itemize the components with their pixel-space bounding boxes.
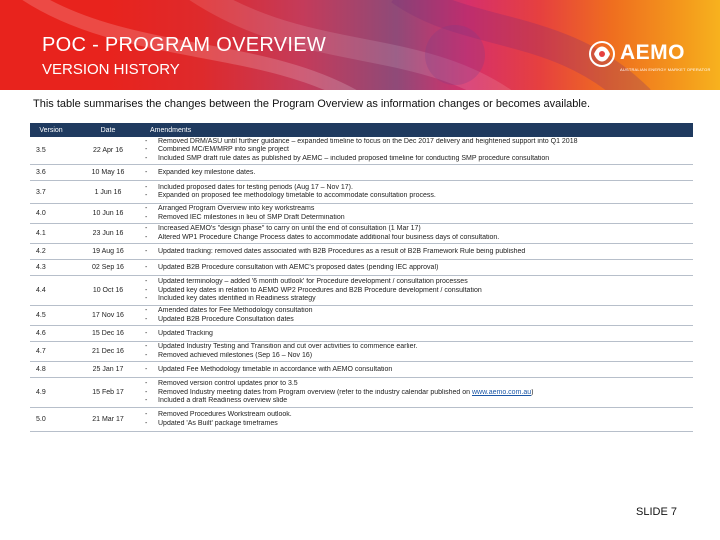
amendment-text: Included SMP draft rule dates as published by AEMC – included proposed timeline for conducting SMP procedure consultation xyxy=(158,154,550,162)
amendment-text: Amended dates for Fee Methodology consultation xyxy=(158,307,313,315)
amendment-text: Updated key dates in relation to AEMO WP2 Procedures and B2B Procedure development / consultation xyxy=(158,286,482,294)
amendments-cell xyxy=(144,181,693,204)
amendments-cell xyxy=(144,244,693,260)
amendments-cell xyxy=(144,362,693,378)
column-header-amendments: Amendments xyxy=(144,123,693,137)
table-row xyxy=(30,306,693,326)
table-row xyxy=(30,276,693,306)
column-header-date: Date xyxy=(72,123,144,137)
amendment-list xyxy=(144,330,689,338)
amendment-text: Included key dates identified in Readiness strategy xyxy=(158,294,316,302)
amendment-text: Updated Tracking xyxy=(158,329,213,337)
version-cell: 3.6 xyxy=(30,165,72,181)
table-row xyxy=(30,342,693,362)
amendments-cell xyxy=(144,204,693,224)
amendment-list xyxy=(144,264,689,272)
amendment-text: Altered WP1 Procedure Change Process dates to accommodate additional four business days of consultation. xyxy=(158,233,500,241)
version-cell: 4.5 xyxy=(30,306,72,326)
amendments-cell xyxy=(144,165,693,181)
date-cell: 17 Nov 16 xyxy=(72,306,144,326)
intro-text: This table summarises the changes between the Program Overview as information changes or becomes available. xyxy=(33,98,590,110)
amendment-item xyxy=(144,397,689,405)
date-cell: 25 Jan 17 xyxy=(72,362,144,378)
version-cell: 4.0 xyxy=(30,204,72,224)
amendment-item xyxy=(144,330,689,338)
amendment-list xyxy=(144,184,689,201)
amendment-list xyxy=(144,248,689,256)
slide-number: SLIDE 7 xyxy=(636,506,677,518)
amendment-text: Updated B2B Procedure Consultation dates xyxy=(158,315,294,323)
version-cell: 5.0 xyxy=(30,408,72,432)
date-cell: 02 Sep 16 xyxy=(72,260,144,276)
link-suffix: ) xyxy=(531,388,534,396)
amendment-item xyxy=(144,366,689,374)
version-cell: 3.7 xyxy=(30,181,72,204)
amendment-text: Removed DRM/ASU until further guidance – expanded timeline to focus on the Dec 2017 delivery and heightened support into Q1 2018 xyxy=(158,138,578,145)
amendment-text: Updated Industry Testing and Transition and cut over activities to commence earlier. xyxy=(158,343,418,351)
amendment-text: Removed IEC milestones in lieu of SMP Draft Determination xyxy=(158,213,345,221)
date-cell: 10 May 16 xyxy=(72,165,144,181)
amendment-text: Updated B2B Procedure consultation with AEMC's proposed dates (pending IEC approval) xyxy=(158,263,439,271)
amendment-text: Included a draft Readiness overview slide xyxy=(158,396,288,404)
aemo-logo xyxy=(588,38,711,76)
amendment-text: Included proposed dates for testing periods (Aug 17 – Nov 17). xyxy=(158,183,353,191)
amendment-item xyxy=(144,234,689,242)
amendment-list xyxy=(144,411,689,428)
amendment-item xyxy=(144,248,689,256)
table-row xyxy=(30,326,693,342)
amendment-item xyxy=(144,205,689,213)
amendment-item xyxy=(144,225,689,233)
table-row xyxy=(30,362,693,378)
amendment-text: Removed achieved milestones (Sep 16 – Nov 16) xyxy=(158,351,313,359)
table-row xyxy=(30,181,693,204)
amendment-item xyxy=(144,295,689,303)
page-title: POC - PROGRAM OVERVIEW xyxy=(42,34,327,56)
date-cell: 21 Dec 16 xyxy=(72,342,144,362)
amendment-item xyxy=(144,307,689,315)
amendment-list xyxy=(144,138,689,163)
table-row xyxy=(30,137,693,165)
table-header-row xyxy=(30,123,693,137)
amendment-list xyxy=(144,380,689,405)
date-cell: 23 Jun 16 xyxy=(72,224,144,244)
amendment-text: Increased AEMO's "design phase" to carry on until the end of consultation (1 Mar 17) xyxy=(158,225,421,233)
table-body xyxy=(30,137,693,432)
amendment-list xyxy=(144,225,689,242)
amendment-item xyxy=(144,155,689,163)
amendments-cell xyxy=(144,378,693,408)
amendment-item xyxy=(144,352,689,360)
table-row xyxy=(30,244,693,260)
amendment-text: Arranged Program Overview into key workstreams xyxy=(158,205,315,213)
version-cell: 4.3 xyxy=(30,260,72,276)
amendment-item xyxy=(144,316,689,324)
amendment-text: Combined MC/EM/MRP into single project xyxy=(158,146,289,154)
version-cell: 4.2 xyxy=(30,244,72,260)
amendment-item xyxy=(144,420,689,428)
version-cell: 4.9 xyxy=(30,378,72,408)
amendment-text: Updated tracking: removed dates associated with B2B Procedures as a result of B2B Framework Rule being published xyxy=(158,247,526,255)
amendment-list xyxy=(144,307,689,324)
version-cell: 4.7 xyxy=(30,342,72,362)
amendment-list xyxy=(144,278,689,303)
amendment-item xyxy=(144,169,689,177)
logo-mark-icon xyxy=(588,40,616,68)
amendment-item xyxy=(144,287,689,295)
amendments-cell xyxy=(144,260,693,276)
amendment-item xyxy=(144,264,689,272)
amendments-cell xyxy=(144,137,693,165)
amendment-item xyxy=(144,214,689,222)
version-cell: 4.6 xyxy=(30,326,72,342)
amendment-list xyxy=(144,343,689,360)
amendment-item xyxy=(144,389,689,397)
amendment-item xyxy=(144,192,689,200)
date-cell: 15 Feb 17 xyxy=(72,378,144,408)
amendments-cell xyxy=(144,306,693,326)
date-cell: 10 Jun 16 xyxy=(72,204,144,224)
amendments-cell xyxy=(144,408,693,432)
table-row xyxy=(30,165,693,181)
table-row xyxy=(30,224,693,244)
version-cell: 4.4 xyxy=(30,276,72,306)
amendment-text: Removed Procedures Workstream outlook. xyxy=(158,411,292,419)
amendments-cell xyxy=(144,276,693,306)
amendment-text: Removed version control updates prior to 3.5 xyxy=(158,380,298,388)
table-row xyxy=(30,408,693,432)
date-cell: 21 Mar 17 xyxy=(72,408,144,432)
date-cell: 10 Oct 16 xyxy=(72,276,144,306)
page-subtitle: VERSION HISTORY xyxy=(42,61,180,78)
table-row xyxy=(30,204,693,224)
amendment-item xyxy=(144,138,689,146)
date-cell: 19 Aug 16 xyxy=(72,244,144,260)
date-cell: 15 Dec 16 xyxy=(72,326,144,342)
amendment-list xyxy=(144,169,689,177)
amendment-text: Removed Industry meeting dates from Program overview (refer to the industry calendar published on xyxy=(158,388,472,396)
column-header-version: Version xyxy=(30,123,72,137)
date-cell: 22 Apr 16 xyxy=(72,137,144,165)
amendments-cell xyxy=(144,326,693,342)
version-cell: 3.5 xyxy=(30,137,72,165)
header-banner xyxy=(0,0,720,90)
amendment-text: Updated 'As Built' package timeframes xyxy=(158,419,278,427)
amendment-item xyxy=(144,380,689,388)
amendments-cell xyxy=(144,224,693,244)
amendment-text: Expanded key milestone dates. xyxy=(158,168,256,176)
amendment-text: Updated terminology – added '6 month outlook' for Procedure development / consultation processes xyxy=(158,278,468,286)
table-row xyxy=(30,378,693,408)
logo-tagline: AUSTRALIAN ENERGY MARKET OPERATOR xyxy=(620,67,711,72)
date-cell: 1 Jun 16 xyxy=(72,181,144,204)
amendment-item xyxy=(144,343,689,351)
amendment-text: Expanded on proposed fee methodology timetable to accommodate consultation process. xyxy=(158,192,436,200)
logo-wordmark: AEMO xyxy=(620,41,685,64)
amendment-item xyxy=(144,278,689,286)
aemo-website-link[interactable]: www.aemo.com.au xyxy=(472,388,532,396)
amendment-text: Updated Fee Methodology timetable in accordance with AEMO consultation xyxy=(158,365,393,373)
amendment-item xyxy=(144,146,689,154)
amendment-list xyxy=(144,205,689,222)
table-row xyxy=(30,260,693,276)
amendment-item xyxy=(144,184,689,192)
amendment-item xyxy=(144,411,689,419)
version-history-table xyxy=(30,123,693,432)
amendments-cell xyxy=(144,342,693,362)
version-cell: 4.8 xyxy=(30,362,72,378)
version-cell: 4.1 xyxy=(30,224,72,244)
amendment-list xyxy=(144,366,689,374)
